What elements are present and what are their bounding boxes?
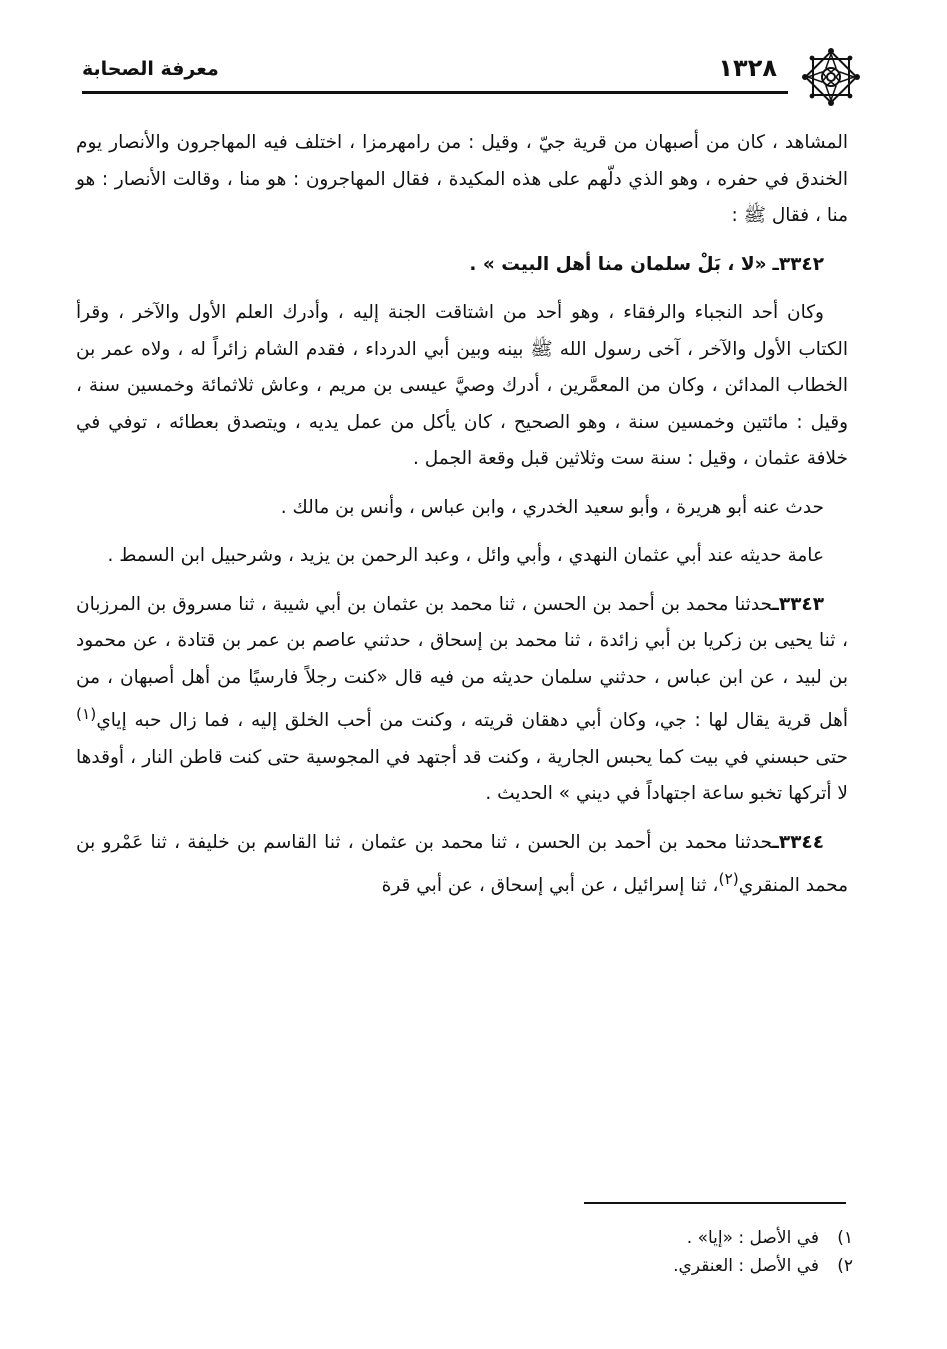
footnote-text: في الأصل : «إيا» . [686,1228,819,1248]
hadith-3342 [76,247,848,284]
hadith-text-cont: ، ثنا إسرائيل ، عن أبي إسحاق ، عن أبي قرة [381,875,719,897]
star-ornament-icon [800,46,862,108]
main-text [76,125,848,905]
footnote-marker[interactable]: (١) [76,705,97,723]
running-title: معرفة الصحابة [82,58,219,80]
hadith-3343 [76,587,848,813]
hadith-number: ٣٣٤٢ـ [772,253,824,275]
footnote-rule [584,1202,846,1204]
hadith-number: ٣٣٤٣ـ [772,593,824,615]
footnote-text: في الأصل : العنقري. [673,1256,819,1276]
page-header [82,46,862,106]
paragraph-students: عامة حديثه عند أبي عثمان النهدي ، وأبي وائل ، وعبد الرحمن بن يزيد ، وشرحبيل ابن السمط . [107,545,824,566]
footnote-1 [673,1224,853,1252]
footnote-number: ٢) [837,1256,853,1276]
hadith-text: حدثنا محمد بن أحمد بن الحسن ، ثنا محمد بن عثمان بن أبي شيبة ، ثنا مسروق بن المرزبان ، ثنا يحيى بن زكريا بن أبي زائدة ، ثنا محمد بن إسحاق ، حدثني عاصم بن عمر بن قتادة ، عن محمود بن لبيد ، عن ابن عباس ، حدثني سلمان حديثه من فيه قال «كنت رجلاً فارسيًا من أهل أصبهان ، من أهل قرية يقال لها : جي، وكان أبي دهقان قريته ، وكنت من أحب الخلق إليه ، فما زال حبه إياي [76,593,848,732]
hadith-text: حدثنا محمد بن أحمد بن الحسن ، ثنا محمد بن عثمان ، ثنا القاسم بن خليفة ، ثنا عَمْرو بن محمد المنقري [76,831,848,897]
paragraph-continuation: المشاهد ، كان من أصبهان من قرية جيّ ، وقيل : من رامهرمزا ، اختلف فيه المهاجرون والأنصار يوم الخندق في حفره ، وهو الذي دلّهم على هذه المكيدة ، فقال المهاجرون : هو منا ، وقالت الأنصار : هو منا ، فقال ﷺ : [76,132,848,226]
footnote-2 [673,1252,853,1280]
footnote-number: ١) [837,1228,853,1248]
header-rule [82,91,788,94]
page-number: ١٣٢٨ [718,54,777,82]
footnotes [673,1224,853,1280]
hadith-text: «لا ، بَلْ سلمان منا أهل البيت » . [469,253,767,275]
paragraph-narrators: حدث عنه أبو هريرة ، وأبو سعيد الخدري ، وابن عباس ، وأنس بن مالك . [280,496,824,518]
footnote-marker[interactable]: (٢) [718,870,739,889]
paragraph-biography: وكان أحد النجباء والرفقاء ، وهو أحد من اشتاقت الجنة إليه ، وأدرك العلم الأول والآخر ، وقرأ الكتاب الأول والآخر ، آخى رسول الله ﷺ بينه وبين أبي الدرداء ، فقدم الشام زائراً له ، ولاه عمر بن الخطاب المدائن ، وكان من المعمَّرين ، أدرك وصيَّ عيسى بن مريم ، وعاش ثلاثمائة وخمسين سنة ، وقيل : مائتين وخمسين سنة ، وهو الصحيح ، كان يأكل من عمل يديه ، ويتصدق بعطائه ، توفي في خلافة عثمان ، وقيل : سنة ست وثلاثين قبل وقعة الجمل . [76,302,848,469]
hadith-number: ٣٣٤٤ـ [772,831,824,853]
hadith-3344 [76,825,848,905]
hadith-text-cont: حتى حبسني في بيت كما يحبس الجارية ، وكنت قد أجتهد في المجوسية حتى كنت قاطن النار ، أوقدها لا أتركها تخبو ساعة اجتهاداً في ديني » الحديث . [76,746,848,805]
